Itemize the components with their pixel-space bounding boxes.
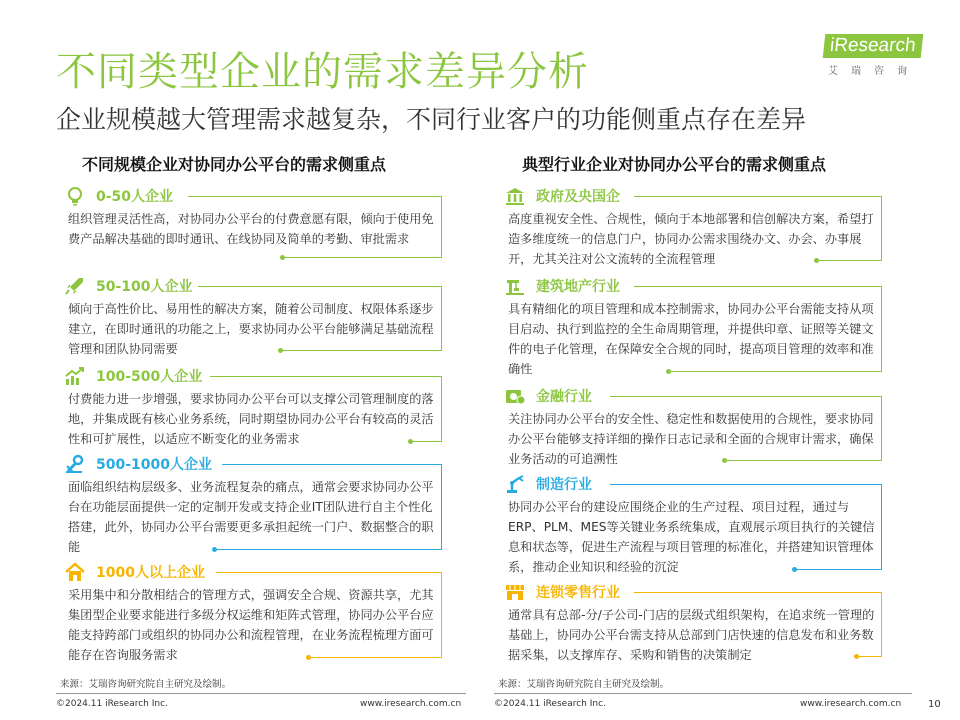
- footer-url-left: www.iresearch.com.cn: [360, 699, 462, 709]
- source-note-right: 来源：艾瑞咨询研究院自主研究及绘制。: [498, 679, 670, 690]
- card-text: 高度重视安全性、合规性，倾向于本地部署和信创解决方案，希望打造多维度统一的信息门户，协同办公需求围绕办文、办会、办事展开，尤其关注对公文流转的全流程管理: [508, 212, 874, 266]
- card-text: 倾向于高性价比、易用性的解决方案，随着公司制度、权限体系逐步建立，在即时通讯的功能之上，要求协同办公平台能够满足基础流程管理和团队协同需要: [68, 302, 434, 356]
- card-label: 100-500人企业: [96, 366, 208, 386]
- rocket-icon: [64, 276, 86, 296]
- card-text: 面临组织结构层级多、业务流程复杂的痛点，通常会要求协同办公平台在功能层面提供一定的定制开发或支持企业IT团队进行自主个性化搭建，此外，协同办公平台需要更多承担起统一门户、数据整合的职能: [68, 480, 434, 554]
- source-note-left: 来源：艾瑞咨询研究院自主研究及绘制。: [60, 679, 232, 690]
- footer-copyright-left: ©2024.11 iResearch Inc.: [56, 699, 168, 709]
- card-size-1000-plus: [64, 562, 442, 666]
- card-text: 具有精细化的项目管理和成本控制需求，协同办公平台需能支持从项目启动、执行到监控的全生命周期管理，并提供印章、证照等关键文件的电子化管理，在保障安全合规的同时，提高项目管理的效率和准确性: [508, 302, 874, 376]
- card-label: 建筑地产行业: [536, 276, 626, 296]
- card-text: 付费能力进一步增强，要求协同办公平台可以支撑公司管理制度的落地，并集成既有核心业务系统，同时期望协同办公平台有较高的灵活性和可扩展性，以适应不断变化的业务需求: [68, 392, 434, 446]
- card-size-0-50: [64, 186, 442, 262]
- card-size-50-100: [64, 276, 442, 356]
- card-label: 50-100人企业: [96, 276, 199, 296]
- card-industry-government: [504, 186, 882, 266]
- card-label: 政府及央国企: [536, 186, 626, 206]
- card-text: 组织管理灵活性高，对协同办公平台的付费意愿有限，倾向于使用免费产品解决基础的即时通讯、在线协同及简单的考勤、审批需求: [68, 212, 434, 246]
- card-industry-finance: [504, 386, 882, 466]
- card-industry-construction: [504, 276, 882, 380]
- logo-brand: iResearch: [823, 34, 923, 58]
- card-size-500-1000: [64, 454, 442, 556]
- card-label: 连锁零售行业: [536, 582, 626, 602]
- card-label: 金融行业: [536, 386, 598, 406]
- footer-url-right: www.iresearch.com.cn: [800, 699, 902, 709]
- left-column-title: 不同规模企业对协同办公平台的需求侧重点: [82, 155, 387, 174]
- card-label: 1000人以上企业: [96, 562, 211, 582]
- money-icon: [504, 386, 526, 406]
- footer-divider-left: [56, 693, 466, 694]
- card-industry-manufacturing: [504, 474, 882, 576]
- lightbulb-icon: [64, 186, 86, 206]
- iresearch-logo: [824, 34, 924, 77]
- government-building-icon: [504, 186, 526, 206]
- tools-icon: [64, 454, 86, 474]
- card-text: 通常具有总部-分/子公司-门店的层级式组织架构，在追求统一管理的基础上，协同办公平台需支持从总部到门店快速的信息发布和业务数据采集，以支撑库存、采购和销售的决策制定: [508, 608, 875, 662]
- robot-arm-icon: [504, 474, 526, 494]
- house-icon: [64, 562, 86, 582]
- card-label: 0-50人企业: [96, 186, 179, 206]
- footer-copyright-right: ©2024.11 iResearch Inc.: [494, 699, 606, 709]
- card-label: 500-1000人企业: [96, 454, 218, 474]
- card-text: 采用集中和分散相结合的管理方式，强调安全合规、资源共享，尤其集团型企业要求能进行多级分权运维和矩阵式管理，协同办公平台应能支持跨部门或组织的协同办公和流程管理，在业务流程梳理方面可能存在咨询服务需求: [68, 588, 434, 662]
- right-column-title: 典型行业企业对协同办公平台的需求侧重点: [522, 155, 827, 174]
- store-icon: [504, 582, 526, 602]
- page-number: 10: [928, 699, 941, 710]
- footer-divider-right: [494, 693, 912, 694]
- page-subtitle: 企业规模越大管理需求越复杂，不同行业客户的功能侧重点存在差异: [56, 105, 807, 134]
- card-size-100-500: [64, 366, 442, 446]
- logo-cn: 艾瑞咨询: [828, 66, 920, 77]
- card-label: 制造行业: [536, 474, 598, 494]
- construction-icon: [504, 276, 526, 296]
- card-text: 关注协同办公平台的安全性、稳定性和数据使用的合规性，要求协同办公平台能够支持详细的操作日志记录和全面的合规审计需求，确保业务活动的可追溯性: [508, 412, 874, 466]
- growth-chart-icon: [64, 366, 86, 386]
- page-title: 不同类型企业的需求差异分析: [56, 49, 589, 95]
- card-text: 协同办公平台的建设应围绕企业的生产过程、项目过程，通过与ERP、PLM、MES等关键业务系统集成，直观展示项目执行的关键信息和状态等，促进生产流程与项目管理的标准化，并搭建知识管理体系，推动企业知识和经验的沉淀: [508, 500, 875, 574]
- card-industry-retail: [504, 582, 882, 662]
